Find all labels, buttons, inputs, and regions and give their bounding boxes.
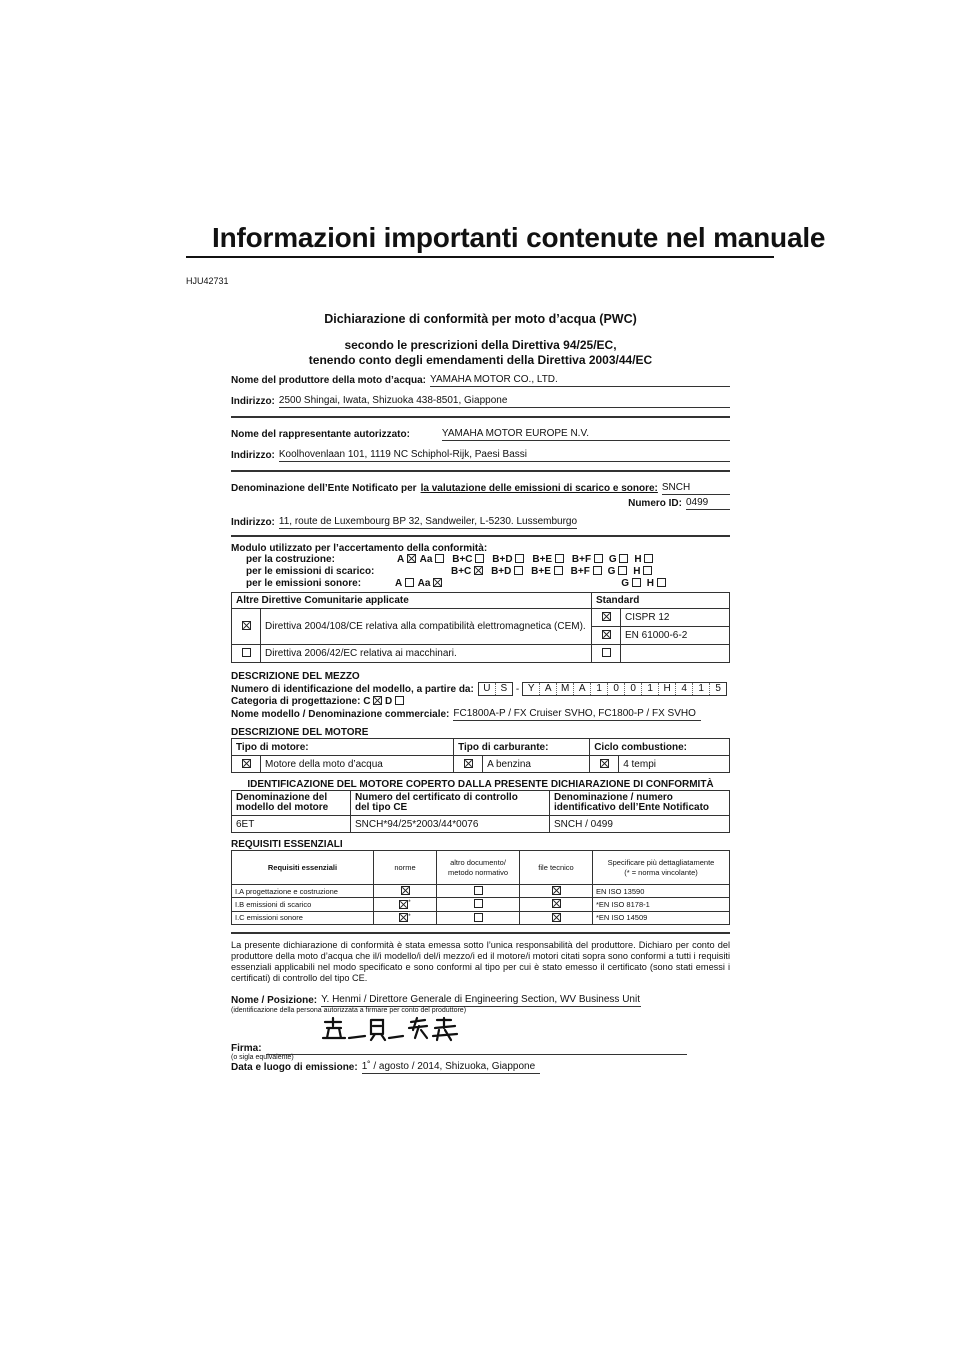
signer-label: Nome / Posizione: bbox=[231, 995, 318, 1006]
checkbox-checked bbox=[474, 566, 483, 575]
issue-date-label: Data e luogo di emissione: bbox=[231, 1062, 358, 1073]
checkbox-checked bbox=[552, 899, 561, 908]
checkbox bbox=[435, 554, 444, 563]
module-aa: Aa bbox=[418, 578, 443, 590]
conformity-statement: La presente dichiarazione di conformità è stata emessa sotto l’unica responsabilità del produttore. Dichiaro per conto del produttore della moto d’acqua che il/i modello/i del/i mezzo/i ed il motore/i motori citati sopra sono conformi a tutti i requisiti essenziali applicabili nel modo specificato e sono conformi al tipo per cui è stato emesso il certificato (sono stati emessi i certificati) di controllo del tipo CE. bbox=[231, 940, 730, 983]
representative-address-line bbox=[231, 449, 730, 462]
requirements-header: Requisiti essenziali bbox=[232, 851, 374, 885]
checkbox bbox=[619, 554, 628, 563]
signature-note: (o sigla equivalente) bbox=[231, 1054, 294, 1061]
notified-address-label: Indirizzo: bbox=[231, 517, 275, 528]
checkbox bbox=[514, 566, 523, 575]
notified-body-label: Denominazione dell’Ente Notificato per bbox=[231, 483, 417, 494]
module-label-construction: per la costruzione: bbox=[246, 554, 335, 565]
checkbox bbox=[474, 886, 483, 895]
design-category-label: Categoria di progettazione: C bbox=[231, 696, 371, 707]
handwritten-signature-icon bbox=[321, 1016, 461, 1042]
signer-line bbox=[231, 994, 730, 1007]
module-label-exhaust: per le emissioni di scarico: bbox=[246, 566, 375, 577]
requirement-spec: *EN ISO 14509 bbox=[593, 911, 730, 925]
vehicle-id-code: Y A M A 1 0 0 1 H 4 1 5 bbox=[522, 682, 727, 696]
representative-name-label: Nome del rappresentante autorizzato: bbox=[231, 429, 410, 440]
title-rule bbox=[186, 256, 774, 258]
requirements-table: Requisiti essenziali norme altro documento/ metodo normativo file tecnico Specificare più dettagliatamente (* = norma vincolante) I.A progettazione e costruzione EN ISO 13590 I.B emissioni di scarico * *EN ISO 8178-1 I.C emissioni sonore * *EN ISO 14509 bbox=[231, 850, 730, 925]
module-bd: B+D bbox=[491, 566, 523, 578]
notified-id-header: Denominazione / numero identificativo dell’Ente Notificato bbox=[550, 791, 730, 816]
certificate-number: SNCH*94/25*2003/44*0076 bbox=[351, 816, 550, 833]
module-a: A bbox=[397, 554, 416, 566]
issue-date-line bbox=[231, 1061, 730, 1074]
vehicle-section-title: DESCRIZIONE DEL MEZZO bbox=[231, 671, 360, 682]
representative-address-label: Indirizzo: bbox=[231, 450, 275, 461]
page-title: Informazioni importanti contenute nel manuale bbox=[212, 222, 826, 253]
module-bc: B+C bbox=[452, 554, 484, 566]
module-bd: B+D bbox=[492, 554, 524, 566]
standard-cispr: CISPR 12 bbox=[621, 609, 730, 627]
notified-body-label-underlined: la valutazione delle emissioni di scarico e sonore: bbox=[420, 483, 658, 494]
requirement-spec: *EN ISO 8178-1 bbox=[593, 898, 730, 912]
declaration-subtitle-2: tenendo conto degli emendamenti della Direttiva 2003/44/EC bbox=[308, 353, 653, 367]
module-label-noise: per le emissioni sonore: bbox=[246, 578, 362, 589]
module-be: B+E bbox=[532, 554, 564, 566]
checkbox bbox=[475, 554, 484, 563]
checkbox bbox=[555, 554, 564, 563]
checkbox-checked bbox=[401, 886, 410, 895]
engine-type-header: Tipo di motore: bbox=[232, 739, 454, 756]
checkbox bbox=[554, 566, 563, 575]
requirement-spec: EN ISO 13590 bbox=[593, 885, 730, 898]
vehicle-id-label: Numero di identificazione del modello, a partire da: bbox=[231, 683, 474, 695]
checkbox bbox=[395, 696, 404, 705]
checkbox bbox=[618, 566, 627, 575]
checkbox bbox=[474, 913, 483, 922]
directives-table bbox=[231, 592, 730, 663]
notified-address-line bbox=[231, 516, 730, 529]
directive-checkbox-cell bbox=[232, 609, 261, 645]
norms-header: norme bbox=[374, 851, 437, 885]
module-h: H bbox=[633, 566, 652, 578]
checkbox bbox=[644, 554, 653, 563]
module-g: G bbox=[621, 578, 641, 590]
vehicle-id-line: Numero di identificazione del modello, a partire da: U S - Y A M A 1 0 0 1 H 4 1 5 bbox=[231, 682, 730, 696]
technical-file-header: file tecnico bbox=[520, 851, 593, 885]
requirement-design: I.A progettazione e costruzione bbox=[232, 885, 374, 898]
module-g: G bbox=[609, 554, 629, 566]
modules-title: Modulo utilizzato per l’accertamento della conformità: bbox=[231, 543, 488, 554]
checkbox bbox=[405, 578, 414, 587]
declaration-title: Dichiarazione di conformità per moto d’acqua (PWC) bbox=[324, 312, 637, 326]
section-code: HJU42731 bbox=[186, 276, 229, 286]
producer-name-label: Nome del produttore della moto d’acqua: bbox=[231, 375, 427, 386]
signer-note: (identificazione della persona autorizzata a firmare per conto del produttore) bbox=[231, 1007, 467, 1014]
module-row-construction bbox=[231, 554, 730, 566]
model-name-label: Nome modello / Denominazione commerciale: bbox=[231, 709, 450, 720]
checkbox-checked bbox=[600, 759, 609, 768]
checkbox-checked bbox=[552, 913, 561, 922]
requirement-noise: I.C emissioni sonore bbox=[232, 911, 374, 925]
notified-id-label: Numero ID: bbox=[628, 498, 682, 509]
notified-id: 0499 bbox=[686, 497, 730, 510]
notified-id-line bbox=[231, 497, 730, 510]
declaration-subtitle-1: secondo le prescrizioni della Direttiva 94/25/EC, bbox=[344, 338, 617, 352]
issue-date: 1˚ / agosto / 2014, Shizuoka, Giappone bbox=[362, 1061, 540, 1074]
producer-address-line bbox=[231, 395, 730, 408]
producer-address: 2500 Shingai, Iwata, Shizuoka 438-8501, Giappone bbox=[279, 395, 730, 408]
specify-header: Specificare più dettagliatamente (* = norma vincolante) bbox=[593, 851, 730, 885]
engine-section-title: DESCRIZIONE DEL MOTORE bbox=[231, 727, 369, 738]
module-h: H bbox=[634, 554, 653, 566]
directives-header: Altre Direttive Comunitarie applicate bbox=[232, 593, 592, 609]
fuel-type: A benzina bbox=[483, 756, 590, 773]
module-g: G bbox=[608, 566, 628, 578]
module-bf: B+F bbox=[571, 566, 602, 578]
notified-address: 11, route de Luxembourg BP 32, Sandweiler, L-5230. Lussemburgo bbox=[278, 516, 578, 527]
standard-header: Standard bbox=[592, 593, 730, 609]
module-be: B+E bbox=[531, 566, 563, 578]
checkbox bbox=[602, 648, 611, 657]
signer-name: Y. Henmi / Direttore Generale di Engineering Section, WV Business Unit bbox=[321, 994, 640, 1005]
checkbox-checked bbox=[602, 630, 611, 639]
producer-name: YAMAHA MOTOR CO., LTD. bbox=[430, 374, 730, 387]
checkbox bbox=[594, 554, 603, 563]
checkbox-checked bbox=[552, 886, 561, 895]
checkbox bbox=[657, 578, 666, 587]
engine-model-header: Denominazione del modello del motore bbox=[232, 791, 351, 816]
checkbox-checked bbox=[399, 900, 408, 909]
engine-type: Motore della moto d’acqua bbox=[261, 756, 454, 773]
checkbox-checked bbox=[407, 554, 416, 563]
requirement-exhaust: I.B emissioni di scarico bbox=[232, 898, 374, 912]
representative-address: Koolhovenlaan 101, 1119 NC Schiphol-Rijk, Paesi Bassi bbox=[279, 449, 730, 462]
signature-label: Firma: bbox=[231, 1043, 262, 1054]
engine-model: 6ET bbox=[232, 816, 351, 833]
model-name-line bbox=[231, 708, 730, 721]
module-h: H bbox=[647, 578, 666, 590]
cycle-header: Ciclo combustione: bbox=[590, 739, 730, 756]
signature-area bbox=[231, 1014, 730, 1054]
directive-emc: Direttiva 2004/108/CE relativa alla compatibilità elettromagnetica (CEM). bbox=[261, 609, 592, 645]
identification-title: IDENTIFICAZIONE DEL MOTORE COPERTO DALLA PRESENTE DICHIARAZIONE DI CONFORMITÀ bbox=[247, 779, 714, 790]
checkbox bbox=[632, 578, 641, 587]
signature-field bbox=[266, 1054, 687, 1055]
notified-identifier: SNCH / 0499 bbox=[550, 816, 730, 833]
declaration-document bbox=[231, 312, 730, 1074]
checkbox-checked bbox=[242, 621, 251, 630]
module-aa: Aa bbox=[420, 554, 445, 566]
checkbox bbox=[474, 899, 483, 908]
checkbox bbox=[242, 648, 251, 657]
engine-table bbox=[231, 738, 730, 773]
checkbox-checked bbox=[602, 612, 611, 621]
producer-name-line bbox=[231, 374, 730, 387]
vehicle-id-prefix: U S bbox=[478, 682, 513, 696]
identification-table bbox=[231, 790, 730, 833]
checkbox bbox=[643, 566, 652, 575]
checkbox-checked bbox=[464, 759, 473, 768]
model-name: FC1800A-P / FX Cruiser SVHO, FC1800-P / FX SVHO bbox=[453, 708, 701, 721]
checkbox-checked bbox=[433, 578, 442, 587]
checkbox-checked bbox=[242, 759, 251, 768]
representative-name: YAMAHA MOTOR EUROPE N.V. bbox=[442, 428, 730, 441]
module-a: A bbox=[395, 578, 414, 590]
checkbox-checked bbox=[399, 913, 408, 922]
requirements-section-title: REQUISITI ESSENZIALI bbox=[231, 839, 343, 850]
certificate-header: Numero del certificato di controllo del tipo CE bbox=[351, 791, 550, 816]
producer-address-label: Indirizzo: bbox=[231, 396, 275, 407]
checkbox bbox=[593, 566, 602, 575]
other-doc-header: altro documento/ metodo normativo bbox=[437, 851, 520, 885]
notified-body-name: SNCH bbox=[662, 482, 730, 495]
design-category-line: Categoria di progettazione: C D bbox=[231, 696, 730, 708]
module-row-exhaust bbox=[231, 566, 730, 578]
standard-en: EN 61000-6-2 bbox=[621, 627, 730, 645]
representative-name-line bbox=[231, 428, 730, 441]
module-row-noise bbox=[231, 578, 730, 590]
module-bf: B+F bbox=[572, 554, 603, 566]
module-bc: B+C bbox=[451, 566, 483, 578]
combustion-cycle: 4 tempi bbox=[619, 756, 730, 773]
fuel-type-header: Tipo di carburante: bbox=[454, 739, 590, 756]
signature-line bbox=[231, 1043, 687, 1055]
directive-machinery: Direttiva 2006/42/EC relativa ai macchinari. bbox=[261, 645, 592, 663]
notified-body-line bbox=[231, 482, 730, 495]
checkbox-checked bbox=[373, 696, 382, 705]
checkbox bbox=[515, 554, 524, 563]
